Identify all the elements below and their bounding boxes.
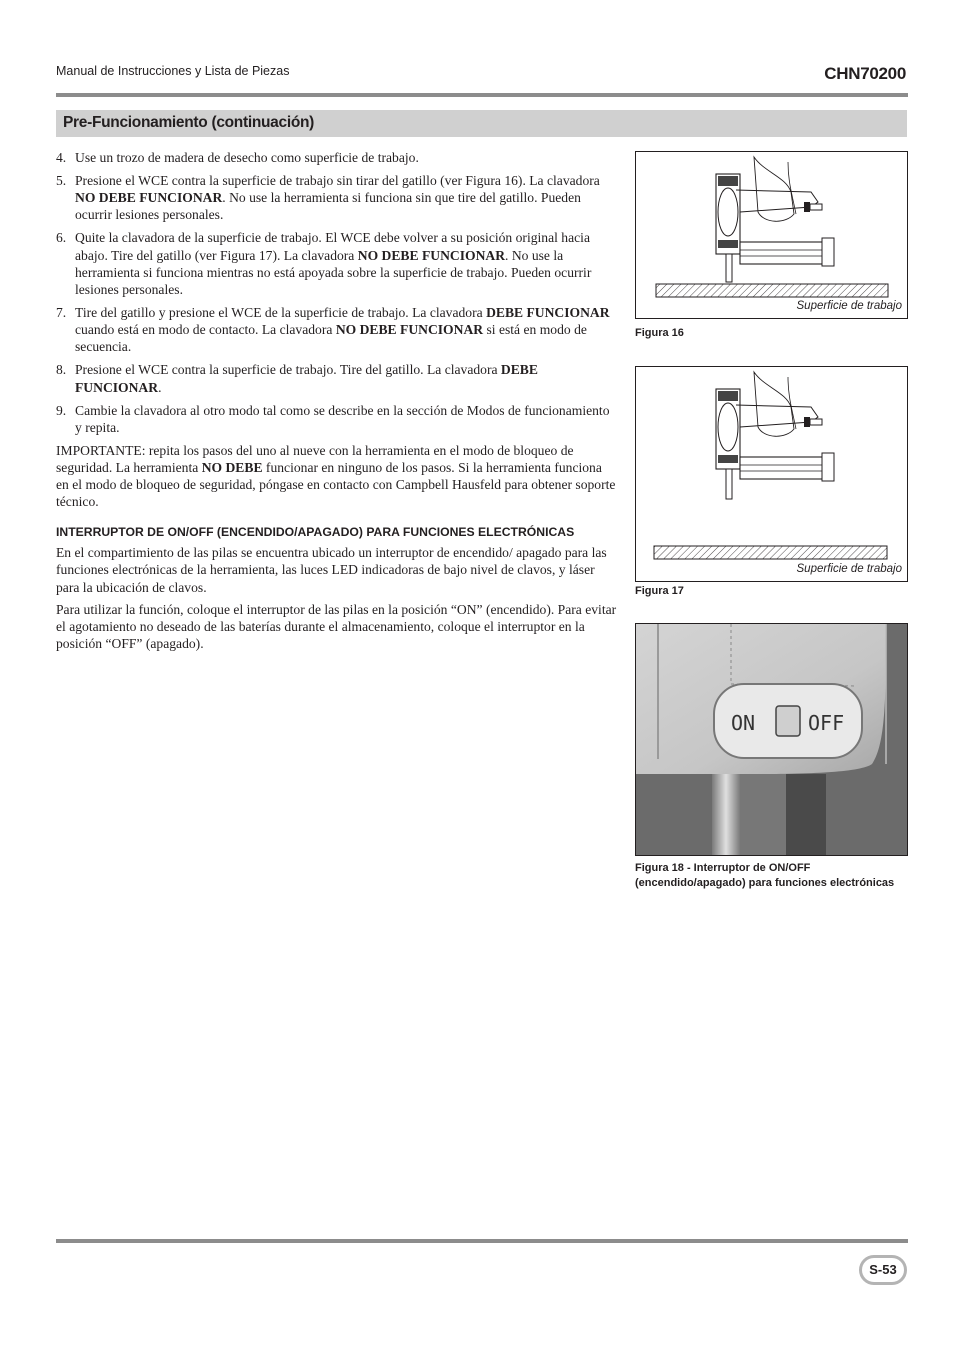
step-number: 7. <box>56 305 67 321</box>
important-note: IMPORTANTE: repita los pasos del uno al nueve con la herramienta en el modo de bloqueo de seguridad. La herramienta NO DEBE funcionar en ninguno de los pasos. Si la herramienta funciona en el modo de bloqueo de seguridad, póngase en contacto con Campbell Hausfeld para obtener soporte técnico. <box>56 442 616 510</box>
figure-18 <box>635 623 908 856</box>
figure-16 <box>635 151 908 319</box>
top-rule <box>56 93 908 97</box>
manual-title: Manual de Instrucciones y Lista de Piezas <box>56 64 290 78</box>
step-number: 6. <box>56 230 67 246</box>
section-header <box>56 110 907 137</box>
list-item: 4. Use un trozo de madera de desecho como superficie de trabajo. <box>56 150 419 165</box>
steps-list <box>56 149 618 436</box>
figure-17-caption: Figura 17 <box>635 585 684 597</box>
nailer-pressed-illustration <box>636 152 907 318</box>
surface-label: Superficie de trabajo <box>796 563 902 575</box>
page-number: S-53 <box>869 1262 897 1277</box>
surface-label: Superficie de trabajo <box>796 300 902 312</box>
figure-18-caption: Figura 18 - Interruptor de ON/OFF (encendido/apagado) para funciones electrónicas <box>635 862 895 889</box>
figure-16-caption: Figura 16 <box>635 327 684 339</box>
paragraph-switch-usage: Para utilizar la función, coloque el interruptor de las pilas en la posición “ON” (encendido). Para evitar el agotamiento no deseado de las baterías durante el almacenamiento, coloque el interruptor en la posición “OFF” (apagado). <box>56 601 617 652</box>
list-item: 7. Tire del gatillo y presione el WCE de la superficie de trabajo. La clavadora DEBE FUNCIONAR cuando está en modo de contacto. La clavadora NO DEBE FUNCIONAR si está en modo de secuencia. <box>56 305 610 355</box>
step-number: 8. <box>56 362 67 378</box>
step-number: 9. <box>56 402 67 418</box>
paragraph-switch-location: En el compartimiento de las pilas se encuentra ubicado un interruptor de encendido/ apagado para las funciones electrónicas de la herramienta, las luces LED indicadoras de bajo nivel de clavos, y láser para la ubicación de clavos. <box>56 545 607 595</box>
list-item: 9. Cambie la clavadora al otro modo tal como se describe en la sección de Modos de funcionamiento y repita. <box>56 402 610 435</box>
list-item: 6. Quite la clavadora de la superficie de trabajo. El WCE debe volver a su posición original hacia abajo. Tire del gatillo (ver Figura 17). La clavadora NO DEBE FUNCIONAR. No use la herramienta si funciona mientras no está apoyada sobre la superficie de trabajo. Pueden ocurrir lesiones personales. <box>56 230 592 298</box>
step-number: 4. <box>56 150 67 165</box>
body-text <box>56 149 618 657</box>
list-item: 8. Presione el WCE contra la superficie de trabajo. Tire del gatillo. La clavadora DEBE FUNCIONAR. <box>56 362 538 395</box>
on-label: ON <box>731 711 756 735</box>
list-item: 5. Presione el WCE contra la superficie de trabajo sin tirar del gatillo (ver Figura 16). La clavadora NO DEBE FUNCIONAR. No use la herramienta si funciona sin que tire del gatillo. Pueden ocurrir lesiones personales. <box>56 173 600 223</box>
section-title: Pre-Funcionamiento (continuación) <box>63 114 315 131</box>
bottom-rule <box>56 1239 908 1243</box>
nailer-lifted-illustration <box>636 367 907 581</box>
subsection-heading: INTERRUPTOR DE ON/OFF (ENCENDIDO/APAGADO) PARA FUNCIONES ELECTRÓNICAS <box>56 524 575 539</box>
figure-17 <box>635 366 908 582</box>
page-number-badge <box>859 1255 907 1285</box>
on-off-switch-photo <box>636 624 907 855</box>
model-number: CHN70200 <box>824 64 906 83</box>
step-number: 5. <box>56 173 67 188</box>
off-label: OFF <box>808 711 845 735</box>
